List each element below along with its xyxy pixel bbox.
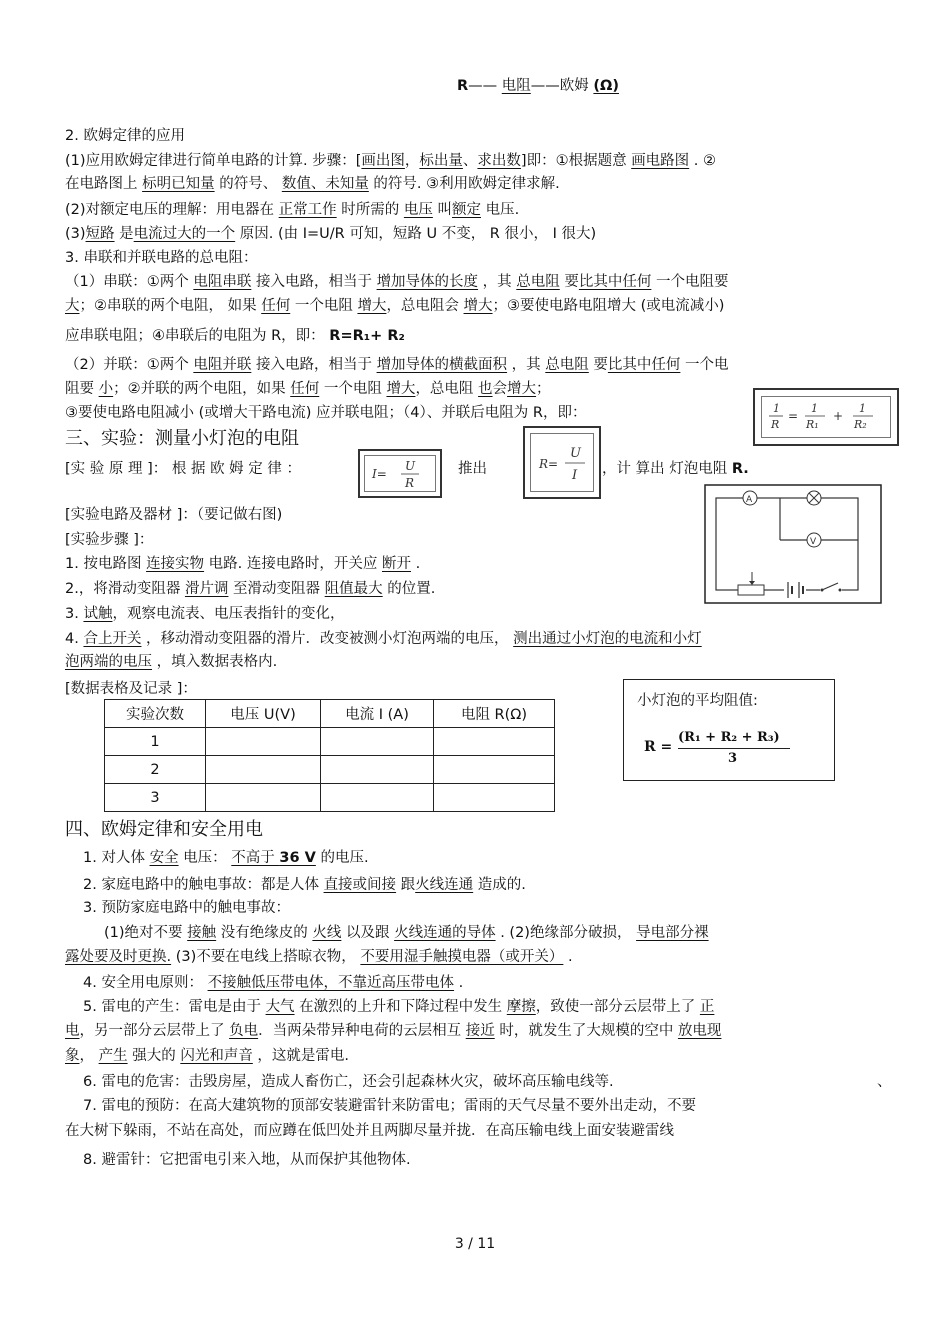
text: . [411, 556, 421, 572]
blank: 也 [478, 381, 493, 397]
blank: 闪光和声音 [180, 1048, 253, 1064]
table-cell [434, 728, 555, 756]
formula-r-num: U [570, 446, 581, 461]
blank: 产生 [98, 1048, 128, 1064]
text: （2）并联：①两个 [65, 357, 194, 373]
text: ， [404, 153, 420, 169]
formula-r-svg [525, 428, 599, 497]
blank: 比其中任何 [607, 357, 681, 373]
text: ；②串联的两个电阻， 如果 [79, 298, 262, 314]
table-cell [321, 728, 434, 756]
text: ，计 算出 灯泡电阻 [602, 461, 732, 477]
text: 叫 [432, 202, 452, 218]
blank: 火线连通 [415, 877, 474, 893]
text: ，填入数据表格内. [152, 654, 278, 670]
page-number: 3 / 11 [454, 1236, 496, 1252]
blank: 不高于 [231, 850, 280, 866]
blank: 大 [65, 298, 80, 314]
table-cell [206, 784, 321, 812]
blank: 断开 [382, 556, 411, 572]
series-line2 [65, 297, 724, 315]
table-cell: 3 [105, 784, 206, 812]
blank: 露处要及时更换. [65, 949, 172, 965]
header-resistance: 电阻 [501, 78, 531, 94]
average-denominator: 3 [728, 751, 738, 766]
text: ，另一部分云层带上了 [79, 1023, 230, 1039]
text: 会 [492, 381, 508, 397]
text: 接入电路，相当于 [251, 274, 377, 290]
text: 1. 对人体 [83, 850, 150, 866]
text: 的位置. [382, 581, 436, 597]
series-formula: R=R₁+ R₂ [329, 328, 405, 344]
text: 要 [559, 274, 579, 290]
text: （1）串联：①两个 [65, 274, 194, 290]
text: 以及跟 [341, 925, 395, 941]
text: (1)绝对不要 [104, 925, 188, 941]
blank: 求出数 [477, 153, 521, 169]
average-resistance-box [623, 679, 835, 781]
item-3b [65, 948, 573, 966]
parallel-rhs1-den: R₁ [806, 418, 819, 431]
circuit-label: [实验电路及器材 ]：（要记做右图) [65, 507, 283, 523]
table-cell [434, 784, 555, 812]
text: . [454, 975, 464, 991]
text: 阻要 [65, 381, 99, 397]
text: 电压. [480, 202, 520, 218]
text: 一个电阻要 [651, 274, 729, 290]
item-2 [83, 876, 526, 894]
text: ；②并联的两个电阻，如果 [113, 381, 291, 397]
experiment-title: 三、实验：测量小灯泡的电阻 [65, 428, 299, 449]
table-cell: 2 [105, 756, 206, 784]
blank: 增大 [357, 298, 387, 314]
blank: 小 [98, 381, 114, 397]
blank: 直接或间接 [323, 877, 397, 893]
text: ，致使一部分云层带上了 [535, 999, 700, 1015]
blank: 额定 [451, 202, 481, 218]
average-numerator: (R₁ + R₂ + R₃) [678, 730, 780, 745]
table-row [105, 756, 555, 784]
blank: 数值、未知量 [281, 176, 369, 192]
ammeter-label: A [746, 495, 753, 505]
parallel-line1 [65, 356, 729, 374]
steps-label: [实验步骤 ]： [65, 532, 154, 548]
text: 造成的. [473, 877, 526, 893]
blank: 火线连通的导体 [394, 925, 496, 941]
blank: 任何 [261, 298, 291, 314]
text: ， [79, 1048, 99, 1064]
blank: 测出通过小灯泡的电流和小灯 [513, 631, 702, 647]
blank: 放电现 [677, 1023, 722, 1039]
formula-i-svg [360, 451, 440, 496]
blank: 导电部分裸 [636, 925, 709, 941]
formula-i-den: R [405, 476, 415, 490]
text: ，其 [478, 274, 517, 290]
blank: 象 [65, 1048, 80, 1064]
parallel-rhs2-den: R₂ [854, 418, 867, 431]
text: 的符号、 [214, 176, 282, 192]
text: ，这就是雷电. [252, 1048, 350, 1064]
plus-sign: + [833, 409, 844, 423]
blank: 比其中任何 [578, 274, 652, 290]
formula-i-lhs: I= [372, 467, 387, 481]
text: 在电路图上 [65, 176, 143, 192]
formula-r-lhs: R= [539, 457, 559, 471]
blank: 增加导体的横截面积 [376, 357, 508, 373]
item-4 [83, 974, 463, 992]
text: 是 [114, 226, 134, 242]
switch-contact [839, 589, 842, 592]
item-5c [65, 1047, 349, 1065]
item-8: 8. 避雷针：它把雷电引来入地，从而保护其他物体. [83, 1152, 411, 1168]
text: (3) [65, 226, 86, 242]
text: ，其 [507, 357, 546, 373]
blank: 大气 [265, 999, 295, 1015]
text: ，观察电流表、电压表指针的变化， [112, 606, 345, 622]
formula-i-num: U [405, 459, 416, 473]
text: 至滑动变阻器 [228, 581, 325, 597]
voltmeter-label: V [810, 537, 817, 547]
blank: 摩擦 [506, 999, 536, 1015]
blank: 画出图 [361, 153, 405, 169]
text: ．当两朵带异种电荷的云层相互 [258, 1023, 466, 1039]
blank: 总电阻 [545, 357, 589, 373]
blank: 不要用湿手触摸电器（或开关） [360, 949, 564, 965]
item-6: 6. 雷电的危害：击毁房屋，造成人畜伤亡，还会引起森林火灾，破坏高压输电线等. [83, 1074, 614, 1090]
sec2-title: 2. 欧姆定律的应用 [65, 128, 185, 144]
text: ]即：①根据题意 [520, 153, 632, 169]
text: ，总电阻 [415, 381, 479, 397]
blank: 增大 [386, 381, 416, 397]
table-header: 电压 U(V) [206, 700, 321, 728]
item-5a [83, 998, 714, 1016]
table-cell: 1 [105, 728, 206, 756]
item-7a: 7. 雷电的预防：在高大建筑物的顶部安装避雷针来防雷电；雷雨的天气尽量不要外出走动，不要 [83, 1098, 696, 1114]
blank: 接近 [465, 1023, 495, 1039]
table-cell [434, 756, 555, 784]
parallel-rhs1: 1 [811, 402, 818, 415]
blank: 电阻并联 [193, 357, 252, 373]
blank: 电压 [403, 202, 433, 218]
header-r: R [457, 78, 469, 94]
bold-r: R. [731, 461, 749, 477]
rheostat-icon [738, 585, 764, 595]
blank: 滑片调 [184, 581, 229, 597]
step-1 [65, 555, 420, 573]
principle-end [602, 460, 749, 478]
text: 的符号. ③利用欧姆定律求解. [368, 176, 560, 192]
table-header: 电流 I (A) [321, 700, 434, 728]
text: 1. 按电路图 [65, 556, 147, 572]
blank: 不接触低压带电体，不靠近高压带电体 [207, 975, 455, 991]
text: 要 [588, 357, 608, 373]
blank: 任何 [290, 381, 320, 397]
text: 没有绝缘皮的 [216, 925, 313, 941]
text: 3. [65, 606, 84, 622]
table-cell [206, 756, 321, 784]
blank: 画电路图 [631, 153, 690, 169]
table-header: 电阻 R(Ω) [434, 700, 555, 728]
text: 时，就发生了大规模的空中 [494, 1023, 678, 1039]
header-line [457, 77, 619, 95]
sec2-line2 [65, 175, 560, 193]
header-dash: —— [468, 78, 502, 94]
blank: 合上开关 [83, 631, 142, 647]
text: (1)应用欧姆定律进行简单电路的计算. 步骤：[ [65, 153, 362, 169]
item-3: 3. 预防家庭电路中的触电事故： [83, 900, 290, 916]
table-cell [321, 784, 434, 812]
parallel-line3: ③要使电路电阻减小 (或增大干路电流) 应并联电阻；（4）、并联后电阻为 R，即： [65, 405, 587, 421]
table-cell [206, 728, 321, 756]
text: . [563, 949, 573, 965]
blank: 负电 [229, 1023, 259, 1039]
average-title: 小灯泡的平均阻值: [637, 693, 758, 709]
text: 在激烈的上升和下降过程中发生 [294, 999, 507, 1015]
blank: 电 [65, 1023, 80, 1039]
blank: 火线 [312, 925, 342, 941]
sec2-line1 [65, 152, 716, 170]
average-fraction-line [678, 748, 790, 749]
blank: 36 V [279, 850, 316, 866]
item-5b [65, 1022, 721, 1040]
blank: 总电阻 [516, 274, 560, 290]
series-line3 [65, 327, 405, 345]
blank: 短路 [85, 226, 115, 242]
text: 5. 雷电的产生：雷电是由于 [83, 999, 266, 1015]
average-lhs: R = [644, 739, 673, 755]
step-2 [65, 580, 435, 598]
parallel-formula-box [753, 388, 899, 446]
text: 4. 安全用电原则： [83, 975, 208, 991]
table-header: 实验次数 [105, 700, 206, 728]
formula-i-box [358, 449, 442, 498]
blank: 电流过大的一个 [133, 226, 236, 242]
text: 接入电路，相当于 [251, 357, 377, 373]
text: 的电压. [315, 850, 369, 866]
circuit-diagram [704, 484, 882, 604]
series-line1 [65, 273, 729, 291]
text: . ② [689, 153, 717, 169]
formula-r-box [523, 426, 601, 499]
text: 电路. 连接电路时，开关应 [204, 556, 382, 572]
text: 4. [65, 631, 84, 647]
item-6-tail: 、 [877, 1074, 892, 1090]
table-label: [数据表格及记录 ]： [65, 681, 197, 697]
principle-label: [实 验 原 理 ]： 根 据 欧 姆 定 律 ： [65, 461, 302, 477]
step-3 [65, 605, 344, 623]
section4-title: 四、欧姆定律和安全用电 [65, 819, 263, 840]
blank: 试触 [83, 606, 113, 622]
derive-text: 推出 [458, 461, 487, 477]
text: 时所需的 [336, 202, 404, 218]
parallel-line2 [65, 380, 551, 398]
step-4 [65, 630, 702, 648]
blank: 阻值最大 [324, 581, 383, 597]
step-4-cont [65, 653, 277, 671]
blank: 增大 [463, 298, 493, 314]
table-header-row [105, 700, 555, 728]
header-ohm: ——欧姆 [530, 78, 589, 94]
sec2-line3 [65, 201, 519, 219]
item-7b: 在大树下躲雨，不站在高处，而应蹲在低凹处并且两脚尽量并拢．在高压输电线上面安装避雷线 [65, 1123, 674, 1139]
blank: 安全 [149, 850, 179, 866]
parallel-formula-svg [755, 390, 897, 444]
parallel-lhs-den: R [771, 418, 780, 431]
text: ； [536, 381, 551, 397]
parallel-lhs: 1 [773, 402, 780, 415]
header-omega: (Ω) [593, 78, 619, 94]
blank: 接触 [187, 925, 217, 941]
text: ，移动滑动变阻器的滑片．改变被测小灯泡两端的电压， [141, 631, 514, 647]
text: 一个电阻 [319, 381, 387, 397]
text: . (2)绝缘部分破损， [495, 925, 637, 941]
formula-r-den: I [572, 468, 578, 483]
text: 一个电阻 [290, 298, 358, 314]
blank: 增大 [507, 381, 537, 397]
item-3a [104, 924, 709, 942]
text: 一个电 [680, 357, 729, 373]
blank: 泡两端的电压 [65, 654, 152, 670]
blank: 增加导体的长度 [376, 274, 479, 290]
text: ；③要使电路电阻增大 (或电流减小) [492, 298, 725, 314]
blank: 正常工作 [278, 202, 337, 218]
sec2-line4 [65, 225, 596, 243]
blank: 标明已知量 [142, 176, 215, 192]
blank: 正 [699, 999, 715, 1015]
text: 电压： [178, 850, 232, 866]
text: 强大的 [127, 1048, 181, 1064]
text: (3)不要在电线上搭晾衣物， [171, 949, 361, 965]
data-table [104, 699, 555, 812]
blank: 连接实物 [146, 556, 205, 572]
table-row [105, 728, 555, 756]
blank: 标出量 [419, 153, 463, 169]
equals-sign: = [788, 409, 799, 423]
blank: 电阻串联 [193, 274, 252, 290]
table-cell [321, 756, 434, 784]
table-row [105, 784, 555, 812]
text: 2.，将滑动变阻器 [65, 581, 185, 597]
text: 原因. (由 I=U/R 可知，短路 U 不变， R 很小， I 很大) [235, 226, 597, 242]
text: 应串联电阻；④串联后的电阻为 R，即： [65, 328, 330, 344]
text: 2. 家庭电路中的触电事故：都是人体 [83, 877, 324, 893]
item-1 [83, 849, 369, 867]
sec3-title: 3. 串联和并联电路的总电阻： [65, 250, 258, 266]
parallel-rhs2: 1 [859, 402, 866, 415]
text: 跟 [396, 877, 416, 893]
text: (2)对额定电压的理解：用电器在 [65, 202, 279, 218]
text: 、 [462, 153, 478, 169]
text: ，总电阻会 [386, 298, 464, 314]
